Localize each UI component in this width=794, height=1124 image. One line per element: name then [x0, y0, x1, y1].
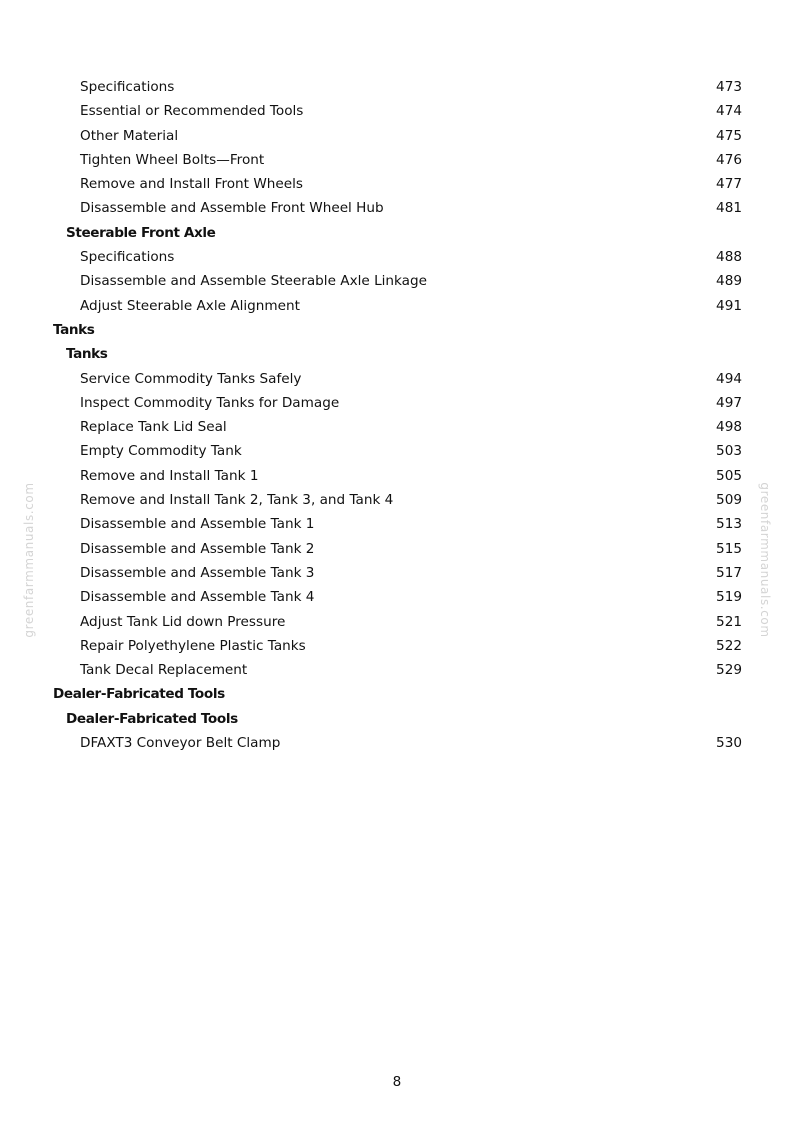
- toc-entry[interactable]: [0, 245, 794, 269]
- toc-entry-page-number: 476: [716, 151, 742, 168]
- watermark-right: greenfarmmanuals.com: [758, 482, 772, 638]
- toc-entry-title: Tanks: [66, 346, 108, 363]
- toc-entry-title: Disassemble and Assemble Tank 3: [80, 564, 315, 581]
- toc-entry[interactable]: [0, 731, 794, 755]
- toc-entry-title: Disassemble and Assemble Tank 1: [80, 516, 315, 533]
- toc-entry[interactable]: [0, 367, 794, 391]
- toc-entry-page-number: 505: [716, 467, 742, 484]
- toc-entry-page-number: 488: [716, 249, 742, 266]
- toc-entry[interactable]: [0, 561, 794, 585]
- toc-entry-title: Dealer-Fabricated Tools: [53, 686, 225, 703]
- toc-entry[interactable]: [0, 512, 794, 536]
- toc-entry-page-number: 494: [716, 370, 742, 387]
- toc-entry-title: Specifications: [80, 79, 175, 95]
- table-of-contents: [0, 75, 794, 755]
- toc-section-heading[interactable]: [0, 342, 794, 366]
- toc-entry-page-number: 517: [716, 564, 742, 581]
- toc-entry-title: DFAXT3 Conveyor Belt Clamp: [80, 735, 281, 752]
- toc-entry[interactable]: [0, 634, 794, 658]
- page-number: 8: [392, 1074, 402, 1090]
- toc-entry[interactable]: [0, 99, 794, 123]
- toc-entry-title: Adjust Steerable Axle Alignment: [80, 297, 300, 314]
- toc-entry-title: Remove and Install Front Wheels: [80, 176, 303, 193]
- toc-entry-title: Disassemble and Assemble Tank 2: [80, 540, 315, 557]
- toc-entry[interactable]: [0, 148, 794, 172]
- toc-entry[interactable]: [0, 294, 794, 318]
- toc-entry-page-number: 515: [716, 540, 742, 557]
- toc-entry-title: Other Material: [80, 127, 179, 144]
- toc-section-heading[interactable]: [0, 682, 794, 706]
- toc-entry-page-number: 497: [716, 394, 742, 411]
- toc-entry-title: Repair Polyethylene Plastic Tanks: [80, 637, 306, 654]
- toc-entry-page-number: 519: [716, 589, 742, 606]
- toc-entry[interactable]: [0, 610, 794, 634]
- toc-entry[interactable]: [0, 537, 794, 561]
- toc-entry-page-number: 477: [716, 176, 742, 193]
- toc-entry-title: Disassemble and Assemble Tank 4: [80, 589, 315, 606]
- toc-entry-page-number: 530: [716, 735, 742, 752]
- toc-entry-title: Remove and Install Tank 2, Tank 3, and Tank 4: [80, 492, 394, 509]
- toc-entry[interactable]: [0, 124, 794, 148]
- toc-entry-page-number: 503: [716, 443, 742, 460]
- toc-entry-page-number: 475: [716, 127, 742, 144]
- toc-entry-page-number: 529: [716, 662, 742, 679]
- toc-entry-page-number: 473: [716, 79, 742, 95]
- toc-entry-title: Tighten Wheel Bolts—Front: [80, 151, 265, 168]
- toc-entry-page-number: 491: [716, 297, 742, 314]
- toc-entry-title: Essential or Recommended Tools: [80, 103, 304, 120]
- toc-entry-page-number: 513: [716, 516, 742, 533]
- toc-entry-page-number: 489: [716, 273, 742, 290]
- toc-entry-title: Steerable Front Axle: [66, 224, 216, 241]
- toc-entry-page-number: 522: [716, 637, 742, 654]
- toc-entry[interactable]: [0, 585, 794, 609]
- toc-section-heading[interactable]: [0, 707, 794, 731]
- toc-entry-title: Tanks: [53, 321, 95, 338]
- toc-entry[interactable]: [0, 415, 794, 439]
- toc-entry-title: Dealer-Fabricated Tools: [66, 710, 238, 727]
- toc-entry-title: Tank Decal Replacement: [80, 662, 248, 679]
- toc-entry-page-number: 474: [716, 103, 742, 120]
- toc-entry-title: Remove and Install Tank 1: [80, 467, 259, 484]
- toc-section-heading[interactable]: [0, 318, 794, 342]
- toc-entry[interactable]: [0, 488, 794, 512]
- toc-entry[interactable]: [0, 172, 794, 196]
- toc-entry-title: Disassemble and Assemble Front Wheel Hub: [80, 200, 384, 217]
- toc-entry[interactable]: [0, 196, 794, 220]
- toc-section-heading[interactable]: [0, 221, 794, 245]
- toc-entry[interactable]: [0, 269, 794, 293]
- toc-entry[interactable]: [0, 464, 794, 488]
- toc-entry-page-number: 509: [716, 492, 742, 509]
- watermark-left: greenfarmmanuals.com: [22, 482, 36, 638]
- toc-entry-title: Disassemble and Assemble Steerable Axle Linkage: [80, 273, 427, 290]
- toc-entry[interactable]: [0, 75, 794, 99]
- toc-entry[interactable]: [0, 439, 794, 463]
- toc-entry-title: Service Commodity Tanks Safely: [80, 370, 302, 387]
- toc-entry-page-number: 498: [716, 419, 742, 436]
- toc-entry-title: Inspect Commodity Tanks for Damage: [80, 394, 340, 411]
- toc-entry[interactable]: [0, 658, 794, 682]
- toc-entry-title: Adjust Tank Lid down Pressure: [80, 613, 286, 630]
- toc-entry-title: Replace Tank Lid Seal: [80, 419, 227, 436]
- toc-entry-title: Empty Commodity Tank: [80, 443, 242, 460]
- toc-entry-page-number: 481: [716, 200, 742, 217]
- toc-entry-title: Specifications: [80, 249, 175, 266]
- toc-entry-page-number: 521: [716, 613, 742, 630]
- toc-entry[interactable]: [0, 391, 794, 415]
